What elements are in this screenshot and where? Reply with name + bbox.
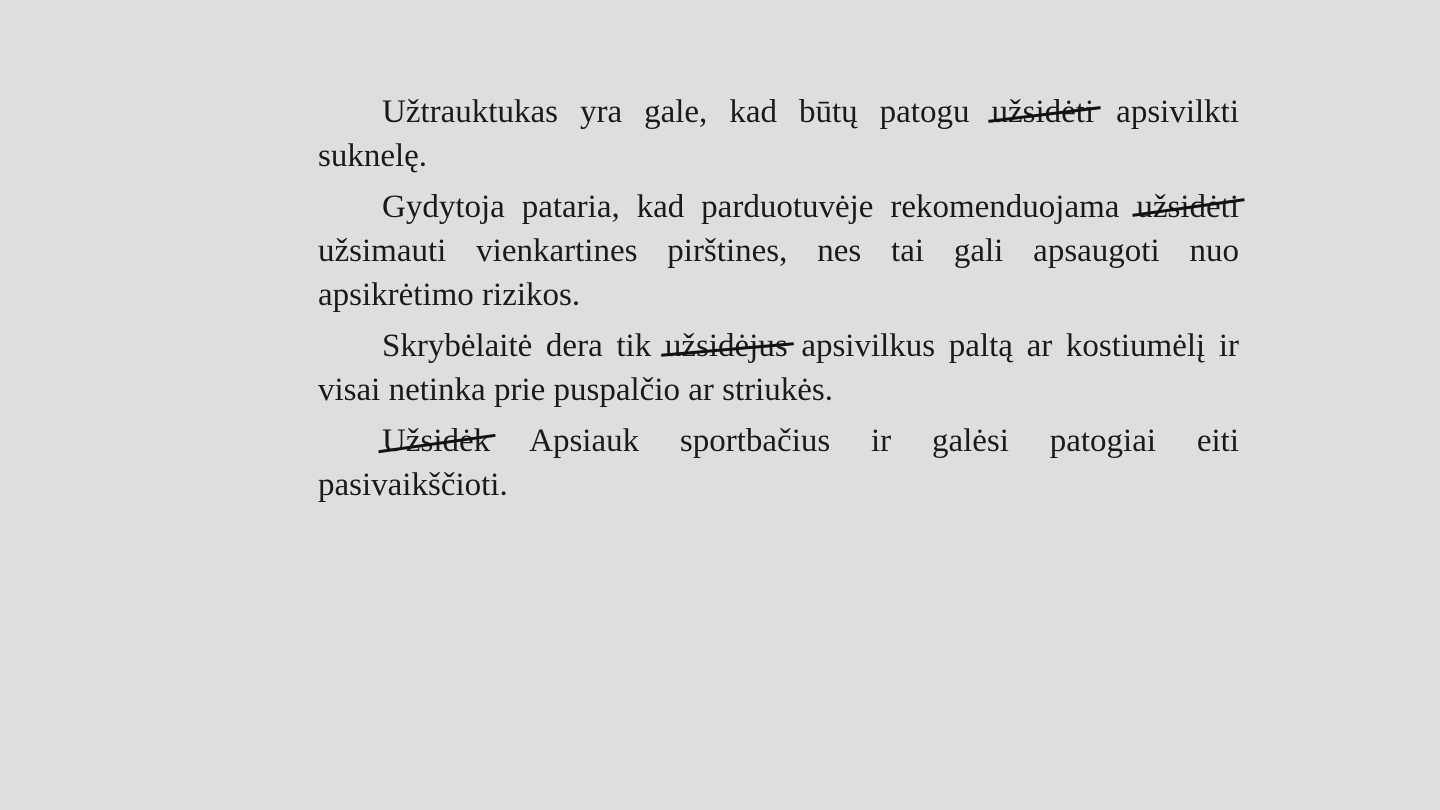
paragraph-2	[318, 185, 1239, 317]
paragraph-2-text-before: Gydytoja pataria, kad parduotuvėje rekomenduojama	[382, 189, 1137, 225]
struck-word-3-text: užsidėjus	[664, 328, 788, 364]
struck-word-1-text: užsidėti	[991, 94, 1095, 130]
document-body	[318, 90, 1239, 514]
struck-word-4-text: Užsidėk	[382, 423, 491, 459]
paragraph-4	[318, 419, 1239, 507]
struck-word-1	[992, 90, 1095, 134]
paragraph-4-text-after: Apsiauk sportbačius ir galėsi patogiai eiti pasivaikščioti.	[318, 423, 1239, 503]
struck-word-3	[665, 324, 788, 368]
paragraph-1-text-after: apsivilkti suknelę.	[318, 94, 1239, 174]
paragraph-2-text-after: užsimauti vienkartines pirštines, nes tai gali apsaugoti nuo apsikrėtimo rizikos.	[318, 233, 1239, 313]
struck-word-4	[382, 419, 490, 463]
struck-word-2	[1136, 185, 1239, 229]
paragraph-1-text-before: Užtrauktukas yra gale, kad būtų patogu	[382, 94, 992, 130]
paragraph-1	[318, 90, 1239, 178]
paragraph-3	[318, 324, 1239, 412]
paragraph-3-text-before: Skrybėlaitė dera tik	[382, 328, 665, 364]
paragraph-3-text-after: apsivilkus paltą ar kostiumėlį ir visai netinka prie puspalčio ar striukės.	[318, 328, 1239, 408]
struck-word-2-text: užsidėti	[1136, 189, 1239, 225]
